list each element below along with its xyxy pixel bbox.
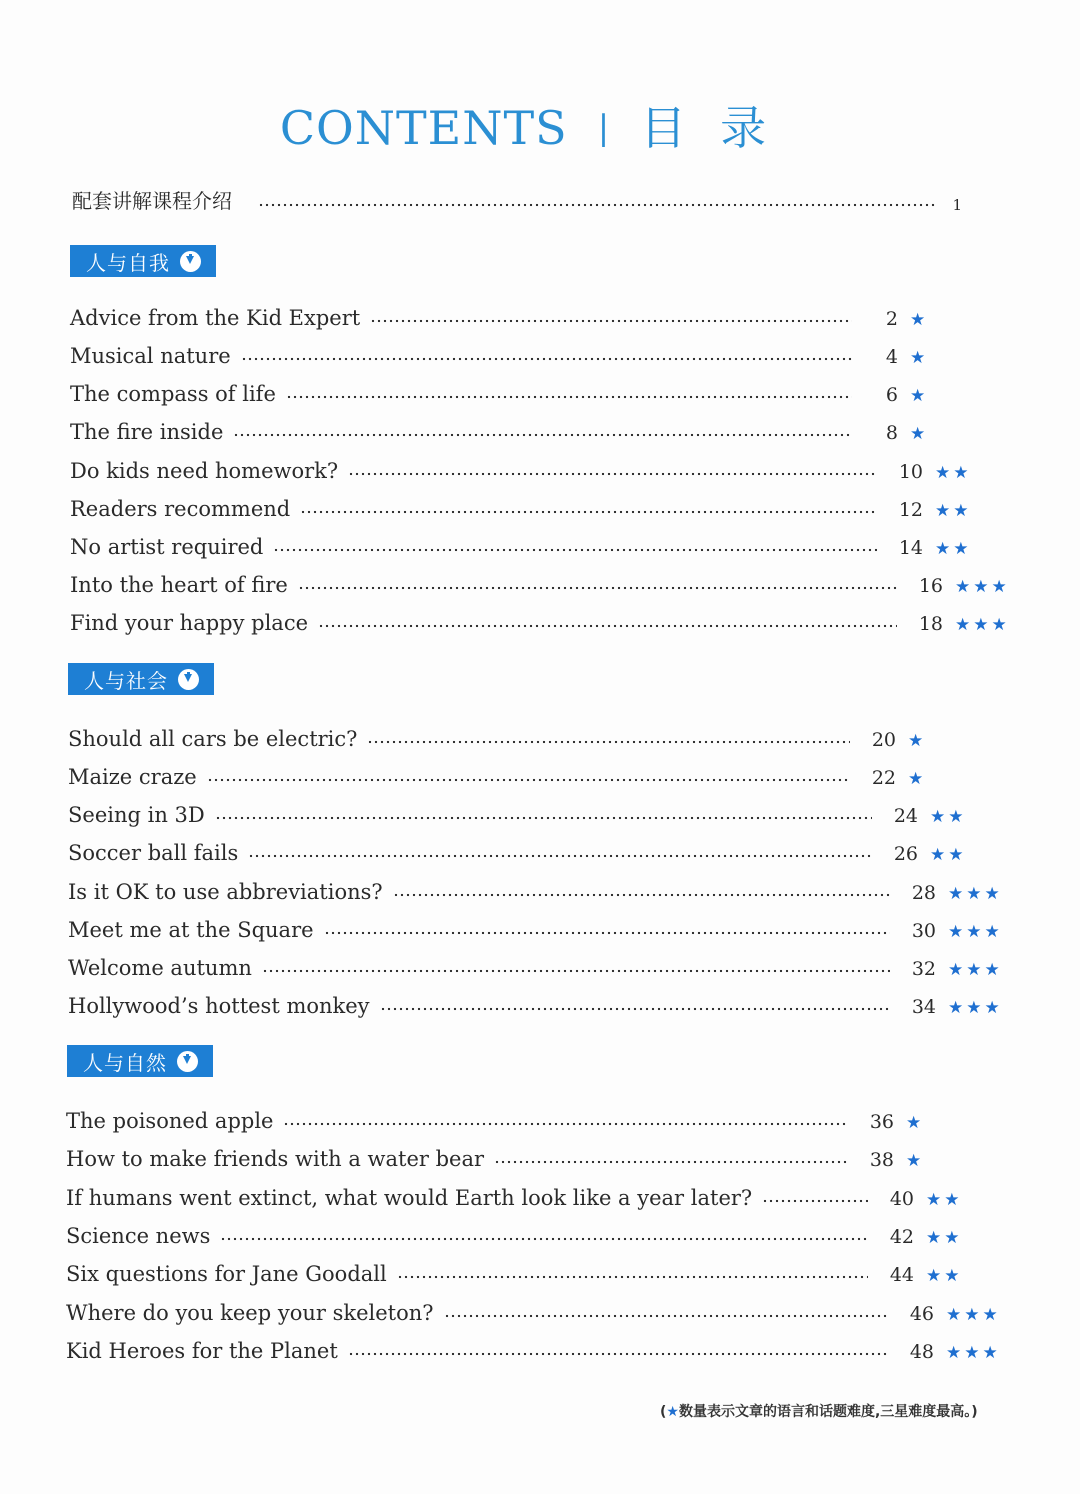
page-title bbox=[0, 92, 1080, 158]
dot-leader bbox=[233, 428, 852, 440]
toc-entry[interactable] bbox=[66, 1141, 976, 1171]
section-header-self bbox=[70, 245, 216, 277]
toc-entry-page: 4 bbox=[885, 346, 898, 368]
toc-entry[interactable] bbox=[66, 1256, 996, 1286]
toc-entry-page: 20 bbox=[871, 729, 896, 751]
toc-entry-page: 40 bbox=[889, 1188, 914, 1210]
toc-entry[interactable] bbox=[70, 414, 980, 444]
star-icon: ★ bbox=[666, 1404, 679, 1420]
toc-entry-page: 8 bbox=[885, 422, 898, 444]
difficulty-stars: ★ bbox=[910, 310, 929, 330]
toc-entry-page: 44 bbox=[889, 1264, 914, 1286]
section-label: 人与自我 bbox=[86, 250, 170, 275]
toc-entry-page: 24 bbox=[893, 805, 918, 827]
toc-entry[interactable] bbox=[68, 759, 978, 789]
toc-entry-title: The fire inside bbox=[70, 420, 224, 444]
toc-entry-page: 1 bbox=[952, 196, 962, 214]
toc-entry[interactable] bbox=[68, 721, 978, 751]
toc-entry[interactable] bbox=[70, 300, 980, 330]
toc-entry-page: 22 bbox=[871, 767, 896, 789]
toc-entry-title: If humans went extinct, what would Earth look like a year later? bbox=[66, 1186, 753, 1210]
difficulty-stars: ★★★ bbox=[946, 1343, 1001, 1363]
toc-entry-title: Meet me at the Square bbox=[68, 918, 314, 942]
difficulty-stars: ★★★ bbox=[955, 577, 1010, 597]
toc-entry-page: 16 bbox=[918, 575, 943, 597]
difficulty-stars: ★★ bbox=[935, 501, 972, 521]
arrow-down-circle-icon bbox=[177, 1051, 198, 1072]
toc-entry[interactable] bbox=[68, 950, 1018, 980]
toc-entry-title: Maize craze bbox=[68, 765, 197, 789]
toc-entry-title: Readers recommend bbox=[70, 497, 291, 521]
toc-entry[interactable] bbox=[68, 874, 1018, 904]
toc-entry-title: Into the heart of fire bbox=[70, 573, 288, 597]
toc-entry-title: Soccer ball fails bbox=[68, 841, 239, 865]
title-zh: 目录 bbox=[640, 101, 801, 155]
dot-leader bbox=[241, 352, 852, 364]
dot-leader bbox=[348, 1347, 888, 1359]
difficulty-stars: ★★ bbox=[930, 807, 967, 827]
toc-entry[interactable] bbox=[68, 797, 1000, 827]
difficulty-stars: ★★★ bbox=[946, 1305, 1001, 1325]
toc-entry-page: 42 bbox=[889, 1226, 914, 1248]
dot-leader bbox=[348, 467, 877, 479]
difficulty-stars: ★ bbox=[906, 1151, 925, 1171]
dot-leader bbox=[494, 1155, 848, 1167]
difficulty-stars: ★★ bbox=[926, 1228, 963, 1248]
toc-entry[interactable] bbox=[70, 453, 1005, 483]
difficulty-stars: ★★★ bbox=[948, 884, 1003, 904]
toc-entry-title: Find your happy place bbox=[70, 611, 309, 635]
dot-leader bbox=[215, 811, 872, 823]
dot-leader bbox=[248, 849, 872, 861]
toc-entry[interactable] bbox=[66, 1218, 996, 1248]
section-header-nature bbox=[67, 1045, 213, 1077]
toc-entry[interactable] bbox=[66, 1295, 1016, 1325]
toc-entry[interactable] bbox=[70, 376, 980, 406]
difficulty-stars: ★★★ bbox=[948, 922, 1003, 942]
toc-entry[interactable] bbox=[70, 338, 980, 368]
dot-leader bbox=[207, 773, 850, 785]
dot-leader bbox=[300, 505, 877, 517]
dot-leader bbox=[258, 198, 936, 210]
difficulty-stars: ★ bbox=[910, 424, 929, 444]
difficulty-stars: ★ bbox=[908, 769, 927, 789]
toc-entry-page: 12 bbox=[898, 499, 923, 521]
arrow-down-circle-icon bbox=[178, 669, 199, 690]
toc-entry-page: 32 bbox=[911, 958, 936, 980]
section-label: 人与自然 bbox=[83, 1050, 167, 1075]
toc-entry-title: Where do you keep your skeleton? bbox=[66, 1301, 434, 1325]
toc-entry-title: Seeing in 3D bbox=[68, 803, 205, 827]
difficulty-note bbox=[660, 1401, 978, 1421]
dot-leader bbox=[367, 735, 850, 747]
toc-entry-title: No artist required bbox=[70, 535, 264, 559]
difficulty-stars: ★★ bbox=[926, 1190, 963, 1210]
dot-leader bbox=[762, 1194, 868, 1206]
difficulty-stars: ★★★ bbox=[948, 998, 1003, 1018]
note-open-paren: ( bbox=[660, 1404, 667, 1420]
toc-entry-title: Hollywood’s hottest monkey bbox=[68, 994, 370, 1018]
toc-entry[interactable] bbox=[70, 567, 1025, 597]
toc-entry-page: 38 bbox=[869, 1149, 894, 1171]
title-separator: | bbox=[597, 108, 611, 148]
dot-leader bbox=[397, 1270, 868, 1282]
toc-entry[interactable] bbox=[68, 988, 1018, 1018]
toc-entry-title: Kid Heroes for the Planet bbox=[66, 1339, 338, 1363]
difficulty-stars: ★★ bbox=[935, 463, 972, 483]
toc-entry[interactable] bbox=[68, 912, 1018, 942]
dot-leader bbox=[283, 1117, 848, 1129]
dot-leader bbox=[370, 314, 852, 326]
toc-entry-title: The poisoned apple bbox=[66, 1109, 274, 1133]
section-header-society bbox=[68, 663, 214, 695]
toc-entry-title: 配套讲解课程介绍 bbox=[72, 189, 232, 213]
dot-leader bbox=[220, 1232, 868, 1244]
difficulty-stars: ★ bbox=[910, 386, 929, 406]
dot-leader bbox=[444, 1309, 888, 1321]
difficulty-stars: ★★★ bbox=[955, 615, 1010, 635]
toc-entry[interactable] bbox=[70, 605, 1025, 635]
toc-entry[interactable] bbox=[70, 491, 1005, 521]
arrow-down-circle-icon bbox=[180, 251, 201, 272]
dot-leader bbox=[393, 888, 890, 900]
toc-entry-page: 18 bbox=[918, 613, 943, 635]
toc-entry-page: 14 bbox=[898, 537, 923, 559]
toc-entry-intro[interactable] bbox=[72, 184, 962, 214]
toc-entry-title: How to make friends with a water bear bbox=[66, 1147, 485, 1171]
dot-leader bbox=[380, 1002, 890, 1014]
toc-entry-page: 2 bbox=[885, 308, 898, 330]
toc-entry-page: 30 bbox=[911, 920, 936, 942]
toc-entry-title: Science news bbox=[66, 1224, 211, 1248]
toc-entry-page: 36 bbox=[869, 1111, 894, 1133]
toc-entry-page: 46 bbox=[909, 1303, 934, 1325]
dot-leader bbox=[298, 581, 897, 593]
difficulty-stars: ★★ bbox=[935, 539, 972, 559]
toc-entry-title: Is it OK to use abbreviations? bbox=[68, 880, 383, 904]
toc-entry-title: Advice from the Kid Expert bbox=[70, 306, 361, 330]
toc-entry[interactable] bbox=[66, 1180, 996, 1210]
difficulty-stars: ★ bbox=[906, 1113, 925, 1133]
toc-entry-page: 28 bbox=[911, 882, 936, 904]
toc-entry-title: Do kids need homework? bbox=[70, 459, 339, 483]
dot-leader bbox=[286, 390, 852, 402]
toc-entry-title: Musical nature bbox=[70, 344, 231, 368]
toc-entry-page: 48 bbox=[909, 1341, 934, 1363]
difficulty-stars: ★★ bbox=[926, 1266, 963, 1286]
toc-entry-title: Should all cars be electric? bbox=[68, 727, 358, 751]
difficulty-stars: ★ bbox=[910, 348, 929, 368]
dot-leader bbox=[273, 543, 877, 555]
toc-entry-title: Six questions for Jane Goodall bbox=[66, 1262, 387, 1286]
toc-entry-page: 26 bbox=[893, 843, 918, 865]
toc-entry[interactable] bbox=[66, 1103, 976, 1133]
section-label: 人与社会 bbox=[84, 668, 168, 693]
toc-entry-page: 34 bbox=[911, 996, 936, 1018]
title-en: CONTENTS bbox=[279, 101, 568, 155]
toc-entry[interactable] bbox=[70, 529, 1005, 559]
dot-leader bbox=[318, 619, 897, 631]
dot-leader bbox=[324, 926, 890, 938]
toc-entry-page: 10 bbox=[898, 461, 923, 483]
toc-entry-title: The compass of life bbox=[70, 382, 276, 406]
difficulty-stars: ★★★ bbox=[948, 960, 1003, 980]
difficulty-stars: ★★ bbox=[930, 845, 967, 865]
toc-entry-page: 6 bbox=[885, 384, 898, 406]
note-text: 数量表示文章的语言和话题难度,三星难度最高。) bbox=[678, 1404, 978, 1420]
toc-entry-title: Welcome autumn bbox=[68, 956, 252, 980]
toc-entry[interactable] bbox=[68, 835, 1000, 865]
toc-entry[interactable] bbox=[66, 1333, 1016, 1363]
difficulty-stars: ★ bbox=[908, 731, 927, 751]
dot-leader bbox=[262, 964, 890, 976]
